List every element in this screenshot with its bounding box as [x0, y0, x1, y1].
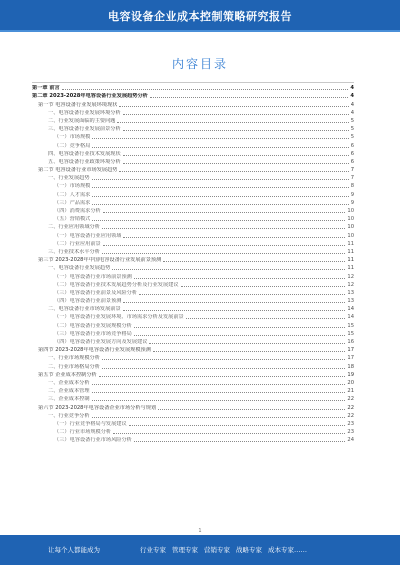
toc-entry-title: （三）电容设备行业前景及风险分析 — [54, 289, 138, 296]
toc-entry[interactable] — [32, 190, 354, 198]
toc-entry-title: 五、电容设备行业政策环境分析 — [48, 158, 121, 165]
toc-leader-dots — [153, 351, 345, 352]
toc-entry-page: 10 — [347, 216, 354, 223]
toc-entry-page: 23 — [347, 420, 354, 427]
toc-entry-page: 9 — [350, 199, 354, 206]
toc-entry[interactable] — [32, 92, 354, 100]
toc-entry-page: 13 — [347, 289, 354, 296]
toc-entry-page: 8 — [350, 183, 354, 190]
toc-entry-page: 17 — [347, 355, 354, 362]
toc-entry[interactable] — [32, 321, 354, 329]
report-header — [0, 0, 400, 30]
toc-entry[interactable] — [32, 330, 354, 338]
toc-entry-page: 20 — [347, 379, 354, 386]
toc-leader-dots — [92, 179, 349, 180]
toc-entry[interactable] — [32, 362, 354, 370]
toc-entry[interactable] — [32, 395, 354, 403]
toc-entry[interactable] — [32, 231, 354, 239]
toc-entry-title: （一）行业竞争格局与发展建议 — [54, 420, 127, 427]
toc-entry[interactable] — [32, 174, 354, 182]
footer-roles — [140, 541, 375, 559]
header-accent-strip — [0, 30, 400, 32]
toc-entry-page: 14 — [347, 306, 354, 313]
toc-entry-page: 11 — [347, 248, 354, 255]
toc-leader-dots — [163, 261, 345, 262]
toc-entry-page: 16 — [347, 339, 354, 345]
toc-entry[interactable] — [32, 420, 354, 428]
toc-entry-title: （二）电容设备行业发展规模分析 — [54, 322, 132, 329]
toc-leader-dots — [123, 163, 349, 164]
footer-tagline: 让每个人都能成为 — [48, 546, 100, 554]
toc-entry[interactable] — [32, 346, 354, 354]
toc-entry-page: 22 — [347, 396, 354, 403]
toc-entry-title: （一）市场规模 — [54, 134, 91, 141]
toc-entry-page: 5 — [350, 126, 354, 133]
footer-role-chip: 营销专家 — [204, 546, 230, 554]
toc-leader-dots — [123, 114, 349, 115]
toc-entry[interactable] — [32, 338, 354, 346]
toc-entry-page: 7 — [350, 167, 354, 174]
toc-entry[interactable] — [32, 182, 354, 190]
toc-entry-page: 22 — [347, 404, 354, 411]
toc-entry[interactable] — [32, 272, 354, 280]
toc-leader-dots — [134, 441, 346, 442]
toc-leader-dots — [158, 409, 345, 410]
toc-entry-page: 23 — [347, 429, 354, 436]
toc-leader-dots — [103, 212, 346, 213]
toc-leader-dots — [92, 400, 346, 401]
footer-role-chip: 行业专家 — [140, 546, 166, 554]
footer-role-chip: 战略专家 — [236, 546, 262, 554]
toc-entry-page: 15 — [347, 322, 354, 329]
toc-leader-dots — [123, 130, 349, 131]
toc-entry[interactable] — [32, 215, 354, 223]
toc-entry-page: 11 — [347, 265, 354, 272]
toc-entry-page: 10 — [347, 208, 354, 214]
toc-entry-title: （二）竞争格局 — [54, 142, 91, 149]
toc-entry-title: 四、电容设备行业技术发展现状 — [48, 150, 121, 157]
toc-leader-dots — [92, 384, 346, 385]
toc-entry-page: 6 — [350, 158, 354, 165]
report-footer — [0, 535, 400, 565]
toc-entry-title: （四）电容设备行业前景预测 — [54, 298, 122, 305]
toc-entry-page: 22 — [347, 412, 354, 419]
toc-entry-title: 第六节 2023-2028年电容设备企业市场分析与规划 — [38, 404, 157, 411]
toc-entry[interactable] — [32, 371, 354, 379]
toc-entry[interactable] — [32, 240, 354, 248]
toc-entry-page: 12 — [347, 281, 354, 288]
toc-entry-title: 二、行业市场格局分析 — [48, 363, 100, 370]
toc-entry[interactable] — [32, 313, 354, 321]
toc-entry[interactable] — [32, 403, 354, 411]
toc-entry-page: 9 — [350, 191, 354, 198]
toc-entry[interactable] — [32, 281, 354, 289]
toc-leader-dots — [92, 220, 345, 221]
toc-leader-dots — [62, 89, 349, 90]
toc-leader-dots — [103, 245, 346, 246]
toc-entry-title: 一、行业竞争分析 — [48, 412, 90, 419]
toc-entry[interactable] — [32, 166, 354, 174]
toc-entry-title: 一、行业发展趋势 — [48, 175, 90, 182]
toc-entry[interactable] — [32, 158, 354, 166]
toc-entry-title: 第四节 2023-2028年电容设备行业发展规模预测 — [38, 347, 151, 354]
toc-entry-title: （三）电容设备行业市场竞争格局 — [54, 330, 132, 337]
footer-role-chip: 管理专家 — [172, 546, 198, 554]
toc-entry-page: 4 — [350, 85, 354, 92]
toc-entry[interactable] — [32, 199, 354, 207]
toc-entry[interactable] — [32, 84, 354, 92]
toc-entry-title: 三、电容设备行业发展前景分析 — [48, 126, 121, 133]
toc-leader-dots — [123, 302, 345, 303]
toc-entry[interactable] — [32, 223, 354, 231]
toc-entry-page: 10 — [347, 232, 354, 239]
toc-leader-dots — [117, 122, 348, 123]
toc-entry[interactable] — [32, 133, 354, 141]
toc-entry-page: 24 — [347, 437, 354, 444]
toc-entry[interactable] — [32, 387, 354, 395]
toc-entry-title: 二、电容设备行业市场发展前景 — [48, 306, 121, 313]
toc-leader-dots — [123, 237, 345, 238]
toc-entry-title: 二、行业应用领域分析 — [48, 224, 100, 231]
report-title: 电容设备企业成本控制策略研究报告 — [108, 10, 292, 23]
toc-entry-title: （四）消费需求分析 — [54, 208, 101, 214]
toc-entry[interactable] — [32, 412, 354, 420]
toc-entry[interactable] — [32, 125, 354, 133]
toc-entry-title: （二）行业市场规模分析 — [54, 429, 112, 436]
toc-entry[interactable] — [32, 305, 354, 313]
toc-entry-title: 第一章 前言 — [32, 85, 60, 92]
toc-leader-dots — [149, 343, 345, 344]
toc-entry-page: 18 — [347, 363, 354, 370]
toc-leader-dots — [92, 187, 348, 188]
toc-leader-dots — [92, 138, 348, 139]
toc-entry-page: 21 — [347, 388, 354, 395]
toc-entry-page: 13 — [347, 298, 354, 305]
toc-entry-title: （一）电容设备行业应用领域 — [54, 232, 122, 239]
toc-entry-page: 17 — [347, 347, 354, 354]
toc-entry[interactable] — [32, 100, 354, 108]
toc-entry[interactable] — [32, 141, 354, 149]
toc-leader-dots — [139, 294, 345, 295]
toc-leader-dots — [119, 171, 348, 172]
toc-entry-page: 19 — [347, 371, 354, 378]
toc-entry[interactable] — [32, 436, 354, 444]
toc-entry-page: 4 — [350, 93, 354, 100]
toc-entry-title: 三、行业技术水平分析 — [48, 248, 100, 255]
toc-leader-dots — [92, 417, 346, 418]
toc-entry-title: 第一节 电容设备行业发展环境现状 — [38, 101, 118, 108]
toc-heading: 内容目录 — [171, 57, 228, 71]
toc-entry-page: 6 — [350, 142, 354, 149]
toc-leader-dots — [134, 278, 346, 279]
toc-entry[interactable] — [32, 354, 354, 362]
toc-entry[interactable] — [32, 117, 354, 125]
toc-leader-dots — [102, 228, 346, 229]
toc-entry-title: 一、电容设备行业发展环境分析 — [48, 109, 121, 116]
toc-entry[interactable] — [32, 289, 354, 297]
toc-entry[interactable] — [32, 207, 354, 215]
toc-entry[interactable] — [32, 297, 354, 305]
toc-entry-page: 6 — [350, 150, 354, 157]
toc-entry[interactable] — [32, 248, 354, 256]
toc-entry-title: 一、企业成本分析 — [48, 379, 90, 386]
toc-entry-title: 第二节 电容设备行业市场发展趋势 — [38, 167, 118, 174]
toc-entry-page: 14 — [347, 314, 354, 321]
toc-leader-dots — [186, 318, 346, 319]
toc-leader-dots — [102, 368, 346, 369]
toc-leader-dots — [150, 97, 349, 98]
toc-entry-page: 4 — [350, 101, 354, 108]
toc-entry-title: 一、行业市场规模分析 — [48, 355, 100, 362]
toc-leader-dots — [102, 253, 346, 254]
toc-entry[interactable] — [32, 379, 354, 387]
toc-entry-title: 二、行业发展面临的主要问题 — [48, 117, 116, 124]
toc-entry-title: （二）行业应用前景 — [54, 240, 101, 247]
toc-leader-dots — [112, 269, 345, 270]
toc-entry[interactable] — [32, 256, 354, 264]
table-of-contents — [32, 84, 354, 444]
toc-leader-dots — [134, 335, 346, 336]
toc-entry-title: （五）营销模式 — [54, 216, 91, 223]
toc-entry-page: 4 — [350, 109, 354, 116]
toc-entry-title: 第二章 2023-2028年电容设备行业发展趋势分析 — [32, 93, 148, 100]
toc-entry[interactable] — [32, 109, 354, 117]
toc-entry-title: 一、电容设备行业发展趋势 — [48, 265, 111, 272]
toc-entry-title: （三）电容设备行业市场风险分析 — [54, 437, 132, 444]
toc-leader-dots — [99, 376, 346, 377]
toc-entry-title: （一）电容设备行业发展环境、市场需求分析及发展前景 — [54, 314, 184, 321]
toc-leader-dots — [92, 196, 348, 197]
toc-entry-title: 第三节 2023-2028年中国电容设备行业发展前景预测 — [38, 257, 162, 264]
toc-entry-title: （二）电容设备行业技术发展趋势分析及行业发展建议 — [54, 281, 179, 288]
toc-leader-dots — [92, 392, 346, 393]
page-number: 1 — [198, 528, 202, 534]
toc-entry-page: 11 — [347, 257, 354, 264]
toc-divider — [32, 82, 354, 83]
toc-entry-title: （一）市场规模 — [54, 183, 91, 190]
toc-entry-title: （二）人才需求 — [54, 191, 91, 198]
toc-entry-title: 第五节 企业成本控制分析 — [38, 371, 97, 378]
toc-entry-title: （四）电容设备行业发展方向及发展建议 — [54, 339, 148, 345]
toc-leader-dots — [113, 433, 345, 434]
toc-leader-dots — [119, 106, 348, 107]
toc-entry-title: （一）电容设备行业市场前景预测 — [54, 273, 132, 280]
toc-entry-title: 三、企业成本控制 — [48, 396, 90, 403]
toc-entry-page: 5 — [350, 117, 354, 124]
toc-leader-dots — [92, 204, 348, 205]
toc-entry-title: （三）产品需求 — [54, 199, 91, 206]
toc-leader-dots — [102, 359, 346, 360]
toc-entry[interactable] — [32, 264, 354, 272]
toc-leader-dots — [123, 155, 349, 156]
toc-leader-dots — [181, 286, 346, 287]
toc-entry-title: 二、企业成本管理 — [48, 388, 90, 395]
footer-role-chip: 成本专家…… — [268, 546, 307, 554]
toc-entry[interactable] — [32, 428, 354, 436]
toc-entry-page: 12 — [347, 273, 354, 280]
toc-leader-dots — [123, 310, 346, 311]
toc-entry-page: 10 — [347, 224, 354, 231]
toc-leader-dots — [129, 425, 346, 426]
toc-entry[interactable] — [32, 150, 354, 158]
toc-entry-page: 11 — [347, 240, 354, 247]
toc-entry-page: 7 — [350, 175, 354, 182]
toc-entry-page: 15 — [347, 330, 354, 337]
toc-leader-dots — [134, 327, 346, 328]
toc-leader-dots — [92, 147, 348, 148]
toc-entry-page: 5 — [350, 134, 354, 141]
